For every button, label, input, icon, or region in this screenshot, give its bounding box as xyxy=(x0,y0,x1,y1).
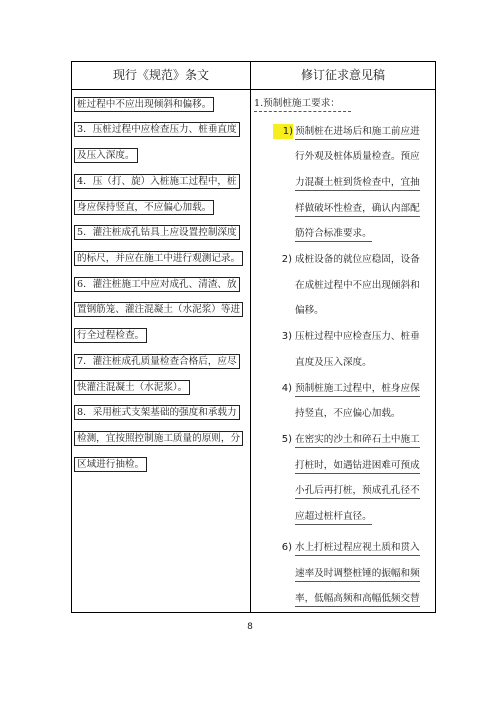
item-number: 6) xyxy=(281,542,292,553)
left-text-line: 桩过程中不应出现倾斜和偏移。 xyxy=(74,97,214,112)
comparison-table xyxy=(71,61,436,613)
left-text-line: 4．压（打、旋）入桩施工过程中，桩 xyxy=(74,174,240,189)
right-text-line: 水上打桩过程应视土质和贯入 xyxy=(295,540,420,556)
header-divider xyxy=(72,89,435,90)
left-text-line: 的标尺，并应在施工中进行观测记录。 xyxy=(74,251,243,266)
left-text-line: 检测，宜按照控制施工质量的原则，分 xyxy=(74,431,243,446)
item-number: 3) xyxy=(281,331,292,342)
left-text-line: 身应保持竖直，不应偏心加载。 xyxy=(74,200,214,215)
right-text-line: 压桩过程中应检查压力、桩垂 xyxy=(295,331,420,342)
right-section-title: 1.预制桩施工要求： xyxy=(254,98,340,109)
item-number: 5) xyxy=(281,434,292,445)
column-divider xyxy=(250,62,251,612)
title-underline xyxy=(254,111,351,112)
left-text-line: 3．压桩过程中应检查压力、桩垂直度 xyxy=(74,122,240,137)
right-text-line: 持竖直，不应偏心加载。 xyxy=(295,408,401,419)
left-text-line: 快灌注混凝土（水泥浆）。 xyxy=(74,380,190,395)
right-text-line: 在成桩过程中不应出现倾斜和 xyxy=(295,280,420,291)
right-text-line: 率，低幅高频和高幅低频交替 xyxy=(295,591,420,607)
right-text-line: 行外观及桩体质量检查。预应 xyxy=(295,151,420,162)
right-text-line: 打桩时，如遇钻进困难可预成 xyxy=(295,458,420,474)
right-text-line: 在密实的沙土和碎石土中施工 xyxy=(295,432,420,448)
right-text-line: 样做破坏性检查，确认内部配 xyxy=(295,201,420,217)
item-number: 4) xyxy=(281,383,292,394)
left-text-line: 行全过程检查。 xyxy=(74,328,147,343)
left-text-line: 6．灌注桩施工中应对成孔、清渣、放 xyxy=(74,277,240,292)
header-current-provisions: 现行《规范》条文 xyxy=(112,68,209,82)
right-text-line: 筋符合标准要求。 xyxy=(295,226,372,242)
page-number: 8 xyxy=(247,622,253,632)
left-text-line: 5．灌注桩成孔钻具上应设置控制深度 xyxy=(74,225,240,240)
header-revision-draft: 修订征求意见稿 xyxy=(300,68,385,82)
left-text-line: 7．灌注桩成孔质量检查合格后，应尽 xyxy=(74,354,240,369)
item-number: 2) xyxy=(281,254,292,265)
right-text-line: 力混凝土桩到货检查中，宜抽 xyxy=(295,175,420,191)
left-text-line: 8．采用桩式支架基础的强度和承载力 xyxy=(74,405,240,420)
item-number-highlighted: 1) xyxy=(273,124,293,139)
right-text-line: 预制桩施工过程中，桩身应保 xyxy=(295,381,420,397)
left-text-line: 及压入深度。 xyxy=(74,148,138,163)
right-text-line: 预制桩在进场后和施工前应进 xyxy=(295,124,420,140)
right-text-line: 直度及压入深度。 xyxy=(295,357,372,368)
right-text-line: 应超过桩杆直径。 xyxy=(295,509,372,525)
right-text-line: 偏移。 xyxy=(295,305,324,316)
left-text-line: 区域进行抽检。 xyxy=(74,457,147,472)
right-text-line: 速率及时调整桩锤的振幅和频 xyxy=(295,566,420,582)
right-text-line: 小孔后再打桩，预成孔孔径不 xyxy=(295,483,420,499)
left-text-line: 置钢筋笼、灌注混凝土（水泥浆）等进 xyxy=(74,302,243,317)
right-text-line: 成桩设备的就位应稳固，设备 xyxy=(295,254,420,265)
